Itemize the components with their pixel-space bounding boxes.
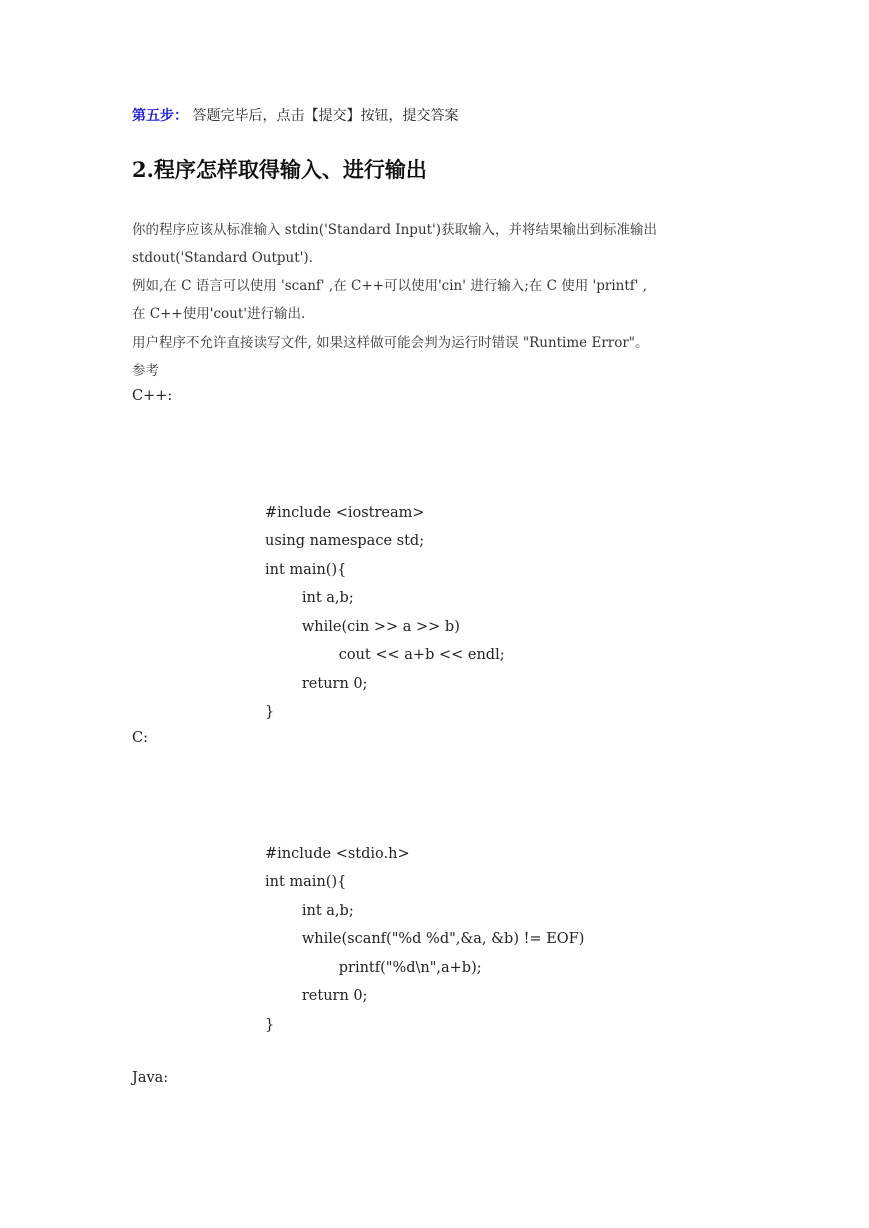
- code-line: int main(){: [265, 561, 347, 578]
- code-line: int a,b;: [265, 590, 354, 606]
- c-code-block: [265, 811, 584, 1068]
- cpp-code-block: [265, 470, 505, 755]
- paragraph-line-5: 用户程序不允许直接读写文件, 如果这样做可能会判为运行时错误 "Runtime Error"。: [132, 335, 649, 351]
- code-line: return 0;: [265, 988, 368, 1004]
- paragraph-line-4: 在 C++使用'cout'进行输出.: [132, 306, 306, 322]
- paragraph-line-6: 参考: [132, 363, 159, 379]
- code-line: int main(){: [265, 874, 347, 890]
- cpp-label: C++:: [132, 388, 173, 404]
- code-line: }: [265, 1016, 275, 1033]
- code-line: return 0;: [265, 675, 368, 692]
- paragraph-line-3: 例如,在 C 语言可以使用 'scanf' ,在 C++可以使用'cin' 进行输入;在 C 使用 'printf' ,: [132, 278, 648, 294]
- code-line: printf("%d\n",a+b);: [265, 959, 482, 976]
- step-five-label: 第五步：: [132, 108, 188, 124]
- code-line: cout << a+b << endl;: [265, 647, 505, 663]
- code-line: }: [265, 704, 275, 720]
- paragraph-line-2: stdout('Standard Output').: [132, 250, 313, 266]
- java-label: Java:: [132, 1070, 169, 1086]
- code-line: while(cin >> a >> b): [265, 618, 460, 635]
- code-line: int a,b;: [265, 902, 354, 919]
- step-five-line: [132, 105, 458, 127]
- code-line: while(scanf("%d %d",&a, &b) != EOF): [265, 931, 585, 947]
- code-line: using namespace std;: [265, 533, 425, 549]
- c-label: C:: [132, 730, 148, 746]
- code-line: #include <iostream>: [265, 504, 425, 521]
- section-heading: 2.程序怎样取得输入、进行输出: [132, 157, 427, 182]
- step-five-text: 答题完毕后，点击【提交】按钮，提交答案: [188, 108, 459, 124]
- paragraph-line-1: 你的程序应该从标准输入 stdin('Standard Input')获取输入，并将结果输出到标准输出: [132, 222, 658, 238]
- code-line: #include <stdio.h>: [265, 845, 410, 862]
